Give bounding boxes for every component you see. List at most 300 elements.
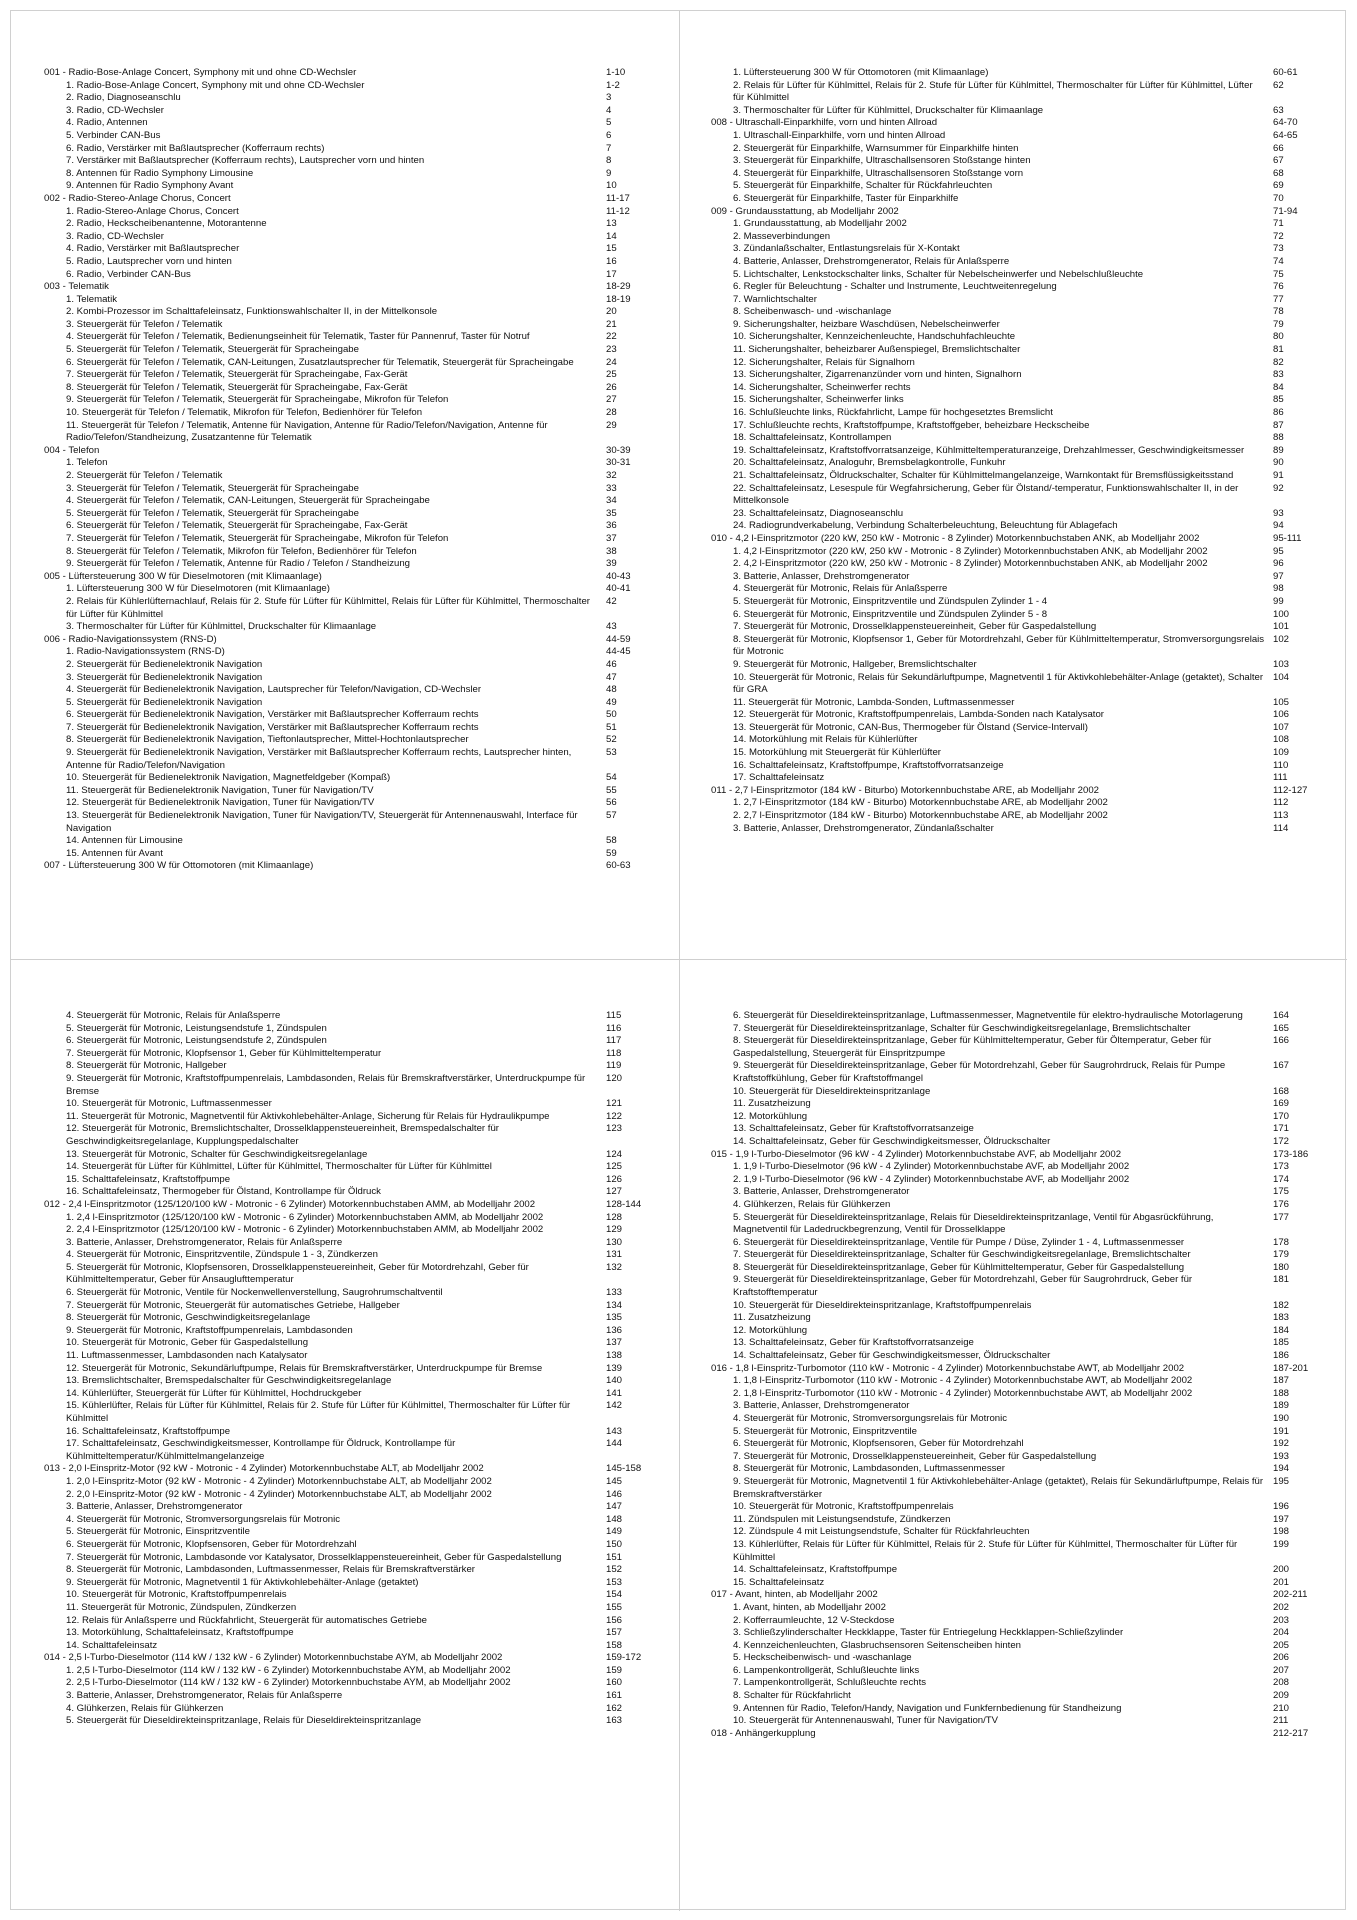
toc-entry-title: 10. Steuergerät für Motronic, Luftmassenmesser [66,1098,272,1110]
toc-subentry[interactable] [44,1312,664,1325]
toc-subentry[interactable] [711,394,1331,407]
toc-subentry[interactable] [711,1249,1331,1262]
toc-subentry[interactable] [711,1577,1331,1590]
toc-subentry[interactable] [711,281,1331,294]
toc-subentry[interactable] [711,1690,1331,1703]
toc-subentry[interactable] [44,155,664,168]
toc-entry-title: 5. Steuergerät für Motronic, Einspritzventile [66,1526,250,1538]
toc-page-number: 30-39 [606,444,631,456]
toc-page-number: 118 [606,1047,622,1059]
toc-subentry[interactable] [711,369,1331,382]
toc-subentry[interactable] [44,1476,664,1489]
toc-entry-title: 11. Sicherungshalter, beheizbarer Außenspiegel, Bremslichtschalter [733,344,1021,356]
toc-subentry[interactable] [44,558,664,571]
toc-entry-title: 12. Motorkühlung [733,1324,808,1336]
toc-subentry[interactable] [44,80,664,93]
toc-section-entry[interactable] [711,533,1331,546]
toc-subentry[interactable] [711,1325,1331,1338]
toc-entry-title: 018 - Anhängerkupplung [711,1727,816,1739]
toc-entry-title: 7. Steuergerät für Dieseldirekteinspritzanlage, Schalter für Geschwindigkeitsregelanlage, Bremslichtschalter [733,1022,1191,1034]
toc-subentry[interactable] [44,520,664,533]
toc-entry-title: 7. Verstärker mit Baßlautsprecher (Kofferraum rechts), Lautsprecher vorn und hinten [66,155,425,167]
toc-subentry[interactable] [711,520,1331,533]
toc-entry-title: 7. Lampenkontrollgerät, Schlußleuchte rechts [733,1677,927,1689]
toc-subentry[interactable] [44,508,664,521]
toc-subentry[interactable] [711,1564,1331,1577]
toc-subentry[interactable] [44,369,664,382]
toc-subentry[interactable] [711,231,1331,244]
toc-entry-title: 21. Schalttafeleinsatz, Öldruckschalter, Schalter für Kühlmittelmangelanzeige, Warnkontakt für Bremsflüssigkeitsstand [733,470,1234,481]
toc-subentry[interactable] [711,1262,1331,1275]
toc-entry-title: 2. Steuergerät für Bedienelektronik Navigation [66,658,263,670]
toc-section-entry[interactable] [44,634,664,647]
toc-subentry[interactable] [711,105,1331,118]
toc-subentry[interactable] [711,734,1331,747]
toc-page-number: 15 [606,243,617,255]
toc-section-entry[interactable] [711,1149,1331,1162]
toc-subentry[interactable] [44,583,664,596]
toc-subentry[interactable] [44,344,664,357]
page-4-toc [711,1010,1331,1866]
toc-subentry[interactable] [711,1640,1331,1653]
toc-subentry[interactable] [44,722,664,735]
toc-subentry[interactable] [711,331,1331,344]
toc-entry-title: 12. Steuergerät für Bedienelektronik Navigation, Tuner für Navigation/TV [66,797,375,809]
toc-subentry[interactable] [711,747,1331,760]
toc-subentry[interactable] [711,659,1331,672]
toc-subentry[interactable] [44,1262,664,1287]
toc-subentry[interactable] [44,1350,664,1363]
toc-entry-title: 1. 1,8 l-Einspritz-Turbomotor (110 kW - Motronic - 4 Zylinder) Motorkennbuchstabe AWT, ab Modelljahr 2002 [733,1375,1193,1387]
toc-subentry[interactable] [711,483,1331,508]
toc-subentry[interactable] [711,67,1331,80]
toc-section-entry[interactable] [711,117,1331,130]
toc-subentry[interactable] [44,180,664,193]
toc-entry-title: 9. Steuergerät für Dieseldirekteinspritzanlage, Geber für Motordrehzahl, Geber für Saugrohrdruck, Geber für Kraftstofftemperatur [733,1274,1193,1299]
toc-subentry[interactable] [711,1161,1331,1174]
toc-entry-title: 9. Steuergerät für Motronic, Kraftstoffpumpenrelais, Lambdasonden, Relais für Bremskraftverstärker, Unterdruckpumpe für Bremse [66,1072,586,1097]
toc-subentry[interactable] [44,1035,664,1048]
toc-subentry[interactable] [711,1174,1331,1187]
toc-subentry[interactable] [711,1514,1331,1527]
toc-subentry[interactable] [44,1501,664,1514]
toc-subentry[interactable] [44,1224,664,1237]
toc-subentry[interactable] [44,1526,664,1539]
toc-entry-title: 1. 1,9 l-Turbo-Dieselmotor (96 kW - 4 Zylinder) Motorkennbuchstabe AVF, ab Modelljahr 2002 [733,1161,1130,1173]
toc-subentry[interactable] [44,1325,664,1338]
toc-subentry[interactable] [711,432,1331,445]
toc-entry-title: 3. Thermoschalter für Lüfter für Kühlmittel, Druckschalter für Klimaanlage [66,621,377,633]
toc-subentry[interactable] [711,143,1331,156]
toc-subentry[interactable] [44,533,664,546]
toc-entry-title: 7. Steuergerät für Bedienelektronik Navigation, Verstärker mit Baßlautsprecher Kofferraum rechts [66,721,479,733]
toc-entry-title: 11. Steuergerät für Telefon / Telematik, Antenne für Navigation, Antenne für Radio/Telefon/Navigation, Antenne für Radio/Telefon/Standheizung, Zusatzantenne für Telematik [66,419,548,444]
toc-subentry[interactable] [44,1589,664,1602]
toc-subentry[interactable] [711,1010,1331,1023]
toc-entry-title: 5. Steuergerät für Telefon / Telematik, Steuergerät für Spracheingabe [66,344,359,356]
toc-subentry[interactable] [711,1665,1331,1678]
toc-page-number: 77 [1273,293,1284,305]
toc-subentry[interactable] [44,1552,664,1565]
toc-subentry[interactable] [711,218,1331,231]
toc-subentry[interactable] [44,747,664,772]
toc-section-entry[interactable] [44,445,664,458]
toc-subentry[interactable] [711,269,1331,282]
toc-subentry[interactable] [44,206,664,219]
toc-subentry[interactable] [44,684,664,697]
toc-subentry[interactable] [711,722,1331,735]
toc-entry-title: 002 - Radio-Stereo-Anlage Chorus, Concert [44,192,231,204]
toc-entry-title: 2. 2,4 l-Einspritzmotor (125/120/100 kW - Motronic - 6 Zylinder) Motorkennbuchstaben AMM, ab Modelljahr 2002 [66,1224,544,1236]
toc-entry-title: 2. Radio, Heckscheibenantenne, Motorantenne [66,218,267,230]
toc-subentry[interactable] [44,1161,664,1174]
toc-subentry[interactable] [711,1438,1331,1451]
toc-subentry[interactable] [711,1476,1331,1501]
toc-entry-title: 10. Steuergerät für Antennenauswahl, Tuner für Navigation/TV [733,1715,999,1727]
toc-subentry[interactable] [711,294,1331,307]
toc-list [711,67,1331,835]
toc-subentry[interactable] [44,734,664,747]
toc-subentry[interactable] [711,558,1331,571]
toc-entry-title: 12. Motorkühlung [733,1110,808,1122]
toc-subentry[interactable] [44,596,664,621]
toc-section-entry[interactable] [44,1463,664,1476]
toc-page-number: 1-10 [606,67,626,78]
toc-subentry[interactable] [44,848,664,861]
toc-subentry[interactable] [711,1060,1331,1085]
toc-subentry[interactable] [44,797,664,810]
toc-subentry[interactable] [711,1426,1331,1439]
toc-subentry[interactable] [711,256,1331,269]
toc-subentry[interactable] [711,1703,1331,1716]
toc-subentry[interactable] [711,180,1331,193]
toc-subentry[interactable] [711,168,1331,181]
toc-page-number: 90 [1273,457,1284,469]
toc-subentry[interactable] [44,659,664,672]
toc-entry-title: 10. Steuergerät für Dieseldirekteinspritzanlage [733,1085,931,1097]
toc-subentry[interactable] [711,1451,1331,1464]
toc-subentry[interactable] [711,1463,1331,1476]
toc-page-number: 91 [1273,470,1284,481]
toc-subentry[interactable] [711,1111,1331,1124]
toc-entry-title: 3. Steuergerät für Telefon / Telematik [66,318,223,330]
toc-subentry[interactable] [44,1690,664,1703]
toc-entry-title: 5. Steuergerät für Dieseldirekteinspritzanlage, Relais für Dieseldirekteinspritzanlage, Ventil für Abgasrückführung, Magnetventil für Ladedruckbegrenzung, Ventil für Drosselklappe [733,1211,1214,1236]
toc-subentry[interactable] [711,634,1331,659]
toc-subentry[interactable] [44,785,664,798]
toc-entry-title: 5. Steuergerät für Motronic, Einspritzventile und Zündspulen Zylinder 1 - 4 [733,595,1048,607]
toc-subentry[interactable] [44,646,664,659]
toc-subentry[interactable] [711,1337,1331,1350]
toc-subentry[interactable] [44,810,664,835]
toc-subentry[interactable] [44,621,664,634]
toc-subentry[interactable] [44,1577,664,1590]
toc-page-number: 81 [1273,344,1284,356]
toc-subentry[interactable] [711,1186,1331,1199]
toc-subentry[interactable] [711,1023,1331,1036]
toc-subentry[interactable] [44,1426,664,1439]
toc-page-number: 132 [606,1261,623,1273]
toc-subentry[interactable] [44,1287,664,1300]
toc-page-number: 50 [606,709,617,721]
toc-subentry[interactable] [44,672,664,685]
toc-entry-title: 1. Radio-Navigationssystem (RNS-D) [66,646,225,658]
toc-subentry[interactable] [44,1375,664,1388]
toc-subentry[interactable] [711,80,1331,105]
toc-subentry[interactable] [711,1212,1331,1237]
toc-subentry[interactable] [711,571,1331,584]
toc-page-number: 30-31 [606,457,631,469]
toc-subentry[interactable] [711,1136,1331,1149]
toc-subentry[interactable] [711,810,1331,823]
toc-subentry[interactable] [711,470,1331,483]
toc-subentry[interactable] [44,495,664,508]
toc-page-number: 119 [606,1060,622,1072]
toc-entry-title: 6. Lampenkontrollgerät, Schlußleuchte links [733,1664,920,1676]
toc-subentry[interactable] [711,306,1331,319]
toc-section-entry[interactable] [711,1728,1331,1741]
toc-subentry[interactable] [44,1111,664,1124]
toc-page-number: 148 [606,1513,623,1525]
toc-subentry[interactable] [44,92,664,105]
toc-entry-title: 1. Telefon [66,457,108,469]
toc-section-entry[interactable] [711,1589,1331,1602]
toc-subentry[interactable] [44,1186,664,1199]
toc-subentry[interactable] [44,130,664,143]
toc-entry-title: 5. Steuergerät für Motronic, Einspritzventile [733,1425,917,1437]
toc-entry-title: 4. Glühkerzen, Relais für Glühkerzen [733,1198,891,1210]
toc-subentry[interactable] [44,1060,664,1073]
toc-page-number: 162 [606,1702,623,1714]
toc-subentry[interactable] [711,1375,1331,1388]
toc-page-number: 137 [606,1337,623,1349]
toc-subentry[interactable] [44,457,664,470]
toc-subentry[interactable] [711,155,1331,168]
toc-subentry[interactable] [44,1388,664,1401]
toc-subentry[interactable] [44,382,664,395]
toc-section-entry[interactable] [44,281,664,294]
toc-page-number: 209 [1273,1690,1290,1702]
toc-page-number: 120 [606,1072,623,1084]
toc-subentry[interactable] [711,697,1331,710]
toc-subentry[interactable] [711,1413,1331,1426]
toc-entry-title: 2. 2,0 l-Einspritz-Motor (92 kW - Motronic - 4 Zylinder) Motorkennbuchstabe ALT, ab Modelljahr 2002 [66,1488,492,1500]
toc-subentry[interactable] [44,105,664,118]
toc-page-number: 191 [1273,1425,1290,1437]
toc-subentry[interactable] [711,407,1331,420]
toc-entry-title: 5. Steuergerät für Motronic, Leistungsendstufe 1, Zündspulen [66,1022,327,1034]
toc-subentry[interactable] [711,243,1331,256]
toc-subentry[interactable] [44,1123,664,1148]
toc-subentry[interactable] [711,583,1331,596]
toc-subentry[interactable] [44,1627,664,1640]
toc-subentry[interactable] [711,357,1331,370]
toc-subentry[interactable] [711,1400,1331,1413]
toc-entry-title: 9. Steuergerät für Motronic, Magnetventil 1 für Aktivkohlebehälter-Anlage (getaktet), Relais für Sekundärluftpumpe, Relais für Bremskraftverstärker [733,1475,1264,1500]
toc-subentry[interactable] [44,697,664,710]
toc-subentry[interactable] [44,1640,664,1653]
toc-section-entry[interactable] [711,785,1331,798]
toc-subentry[interactable] [711,772,1331,785]
toc-subentry[interactable] [711,546,1331,559]
toc-entry-title: 9. Antennen für Radio, Telefon/Handy, Navigation und Funkfernbedienung für Standheizung [733,1702,1122,1714]
toc-subentry[interactable] [711,1300,1331,1313]
toc-subentry[interactable] [44,1564,664,1577]
toc-subentry[interactable] [44,407,664,420]
toc-subentry[interactable] [711,1123,1331,1136]
toc-subentry[interactable] [711,1312,1331,1325]
toc-subentry[interactable] [44,1098,664,1111]
toc-subentry[interactable] [711,319,1331,332]
toc-entry-title: 5. Steuergerät für Motronic, Klopfsensoren, Drosselklappensteuereinheit, Geber für Motordrehzahl, Geber für Kühlmitteltemperatur, Geber für Ansauglufttemperatur [66,1261,529,1286]
toc-subentry[interactable] [711,1602,1331,1615]
toc-subentry[interactable] [44,1615,664,1628]
toc-subentry[interactable] [711,445,1331,458]
toc-subentry[interactable] [44,306,664,319]
toc-subentry[interactable] [44,1149,664,1162]
toc-entry-title: 6. Steuergerät für Dieseldirekteinspritzanlage, Luftmassenmesser, Magnetventile für elektro-hydraulische Motorlagerung [733,1010,1243,1021]
toc-page-number: 68 [1273,167,1284,179]
toc-section-entry[interactable] [44,860,664,873]
toc-subentry[interactable] [44,394,664,407]
toc-subentry[interactable] [44,420,664,445]
toc-subentry[interactable] [44,294,664,307]
toc-subentry[interactable] [44,470,664,483]
toc-subentry[interactable] [44,546,664,559]
toc-section-entry[interactable] [711,206,1331,219]
toc-subentry[interactable] [711,1035,1331,1060]
toc-entry-title: 11. Steuergerät für Motronic, Zündspulen, Zündkerzen [66,1601,297,1613]
toc-subentry[interactable] [44,168,664,181]
toc-entry-title: 13. Bremslichtschalter, Bremspedalschalter für Geschwindigkeitsregelanlage [66,1375,392,1387]
toc-subentry[interactable] [711,797,1331,810]
toc-subentry[interactable] [44,1023,664,1036]
toc-subentry[interactable] [711,1237,1331,1250]
toc-entry-title: 4. Steuergerät für Motronic, Relais für Anlaßsperre [66,1010,281,1021]
toc-subentry[interactable] [711,1539,1331,1564]
toc-subentry[interactable] [44,772,664,785]
toc-subentry[interactable] [44,357,664,370]
toc-subentry[interactable] [711,1627,1331,1640]
toc-subentry[interactable] [44,1337,664,1350]
toc-subentry[interactable] [44,1677,664,1690]
toc-subentry[interactable] [44,1300,664,1313]
toc-subentry[interactable] [44,1174,664,1187]
toc-subentry[interactable] [44,1363,664,1376]
toc-section-entry[interactable] [44,67,664,80]
toc-subentry[interactable] [44,1539,664,1552]
toc-subentry[interactable] [711,1274,1331,1299]
toc-subentry[interactable] [44,1715,664,1728]
toc-subentry[interactable] [44,331,664,344]
toc-subentry[interactable] [44,1665,664,1678]
toc-page-number: 143 [606,1425,623,1437]
toc-subentry[interactable] [711,1715,1331,1728]
toc-subentry[interactable] [711,1652,1331,1665]
toc-subentry[interactable] [711,596,1331,609]
toc-subentry[interactable] [711,609,1331,622]
toc-subentry[interactable] [44,117,664,130]
toc-page-number: 34 [606,495,617,507]
toc-subentry[interactable] [711,344,1331,357]
toc-subentry[interactable] [711,672,1331,697]
toc-subentry[interactable] [711,621,1331,634]
toc-entry-title: 6. Steuergerät für Telefon / Telematik, CAN-Leitungen, Zusatzlautsprecher für Telematik, Steuergerät für Spracheingabe [66,356,574,368]
toc-subentry[interactable] [711,760,1331,773]
toc-page-number: 78 [1273,306,1284,318]
toc-subentry[interactable] [711,1098,1331,1111]
toc-subentry[interactable] [711,709,1331,722]
toc-subentry[interactable] [44,1438,664,1463]
toc-subentry[interactable] [711,420,1331,433]
toc-subentry[interactable] [44,319,664,332]
toc-subentry[interactable] [44,1514,664,1527]
toc-subentry[interactable] [44,231,664,244]
toc-section-entry[interactable] [44,571,664,584]
toc-subentry[interactable] [711,193,1331,206]
toc-subentry[interactable] [44,1400,664,1425]
toc-subentry[interactable] [711,1526,1331,1539]
toc-subentry[interactable] [44,143,664,156]
toc-entry-title: 6. Radio, Verstärker mit Baßlautsprecher (Kofferraum rechts) [66,142,325,154]
toc-subentry[interactable] [44,709,664,722]
toc-subentry[interactable] [711,1086,1331,1099]
toc-page-number: 158 [606,1639,623,1651]
toc-page-number: 25 [606,369,617,381]
toc-page-number: 160 [606,1677,623,1689]
toc-page-number: 9 [606,167,612,179]
toc-subentry[interactable] [711,1615,1331,1628]
toc-subentry[interactable] [44,1249,664,1262]
toc-list [711,1010,1331,1740]
toc-subentry[interactable] [44,1489,664,1502]
toc-entry-title: 13. Schalttafeleinsatz, Geber für Kraftstoffvorratsanzeige [733,1337,974,1349]
toc-subentry[interactable] [44,1073,664,1098]
toc-entry-title: 14. Kühlerlüfter, Steuergerät für Lüfter für Kühlmittel, Hochdruckgeber [66,1387,362,1399]
toc-subentry[interactable] [44,1703,664,1716]
toc-subentry[interactable] [711,508,1331,521]
toc-subentry[interactable] [44,1212,664,1225]
toc-section-entry[interactable] [44,193,664,206]
toc-subentry[interactable] [44,243,664,256]
toc-page-number: 129 [606,1224,623,1236]
toc-subentry[interactable] [711,1388,1331,1401]
toc-subentry[interactable] [711,382,1331,395]
toc-subentry[interactable] [44,218,664,231]
toc-subentry[interactable] [44,1010,664,1023]
toc-subentry[interactable] [44,1048,664,1061]
toc-subentry[interactable] [44,483,664,496]
toc-subentry[interactable] [711,1501,1331,1514]
toc-subentry[interactable] [44,269,664,282]
toc-subentry[interactable] [711,1677,1331,1690]
toc-subentry[interactable] [44,256,664,269]
toc-section-entry[interactable] [44,1199,664,1212]
toc-subentry[interactable] [44,1602,664,1615]
toc-subentry[interactable] [711,457,1331,470]
toc-subentry[interactable] [44,835,664,848]
toc-subentry[interactable] [711,1199,1331,1212]
toc-subentry[interactable] [711,1350,1331,1363]
toc-page-number: 172 [1273,1135,1290,1147]
toc-subentry[interactable] [44,1237,664,1250]
toc-section-entry[interactable] [44,1652,664,1665]
toc-page-number: 201 [1273,1576,1290,1588]
toc-section-entry[interactable] [711,1363,1331,1376]
toc-subentry[interactable] [711,823,1331,836]
toc-subentry[interactable] [711,130,1331,143]
toc-page-number: 159-172 [606,1652,642,1664]
